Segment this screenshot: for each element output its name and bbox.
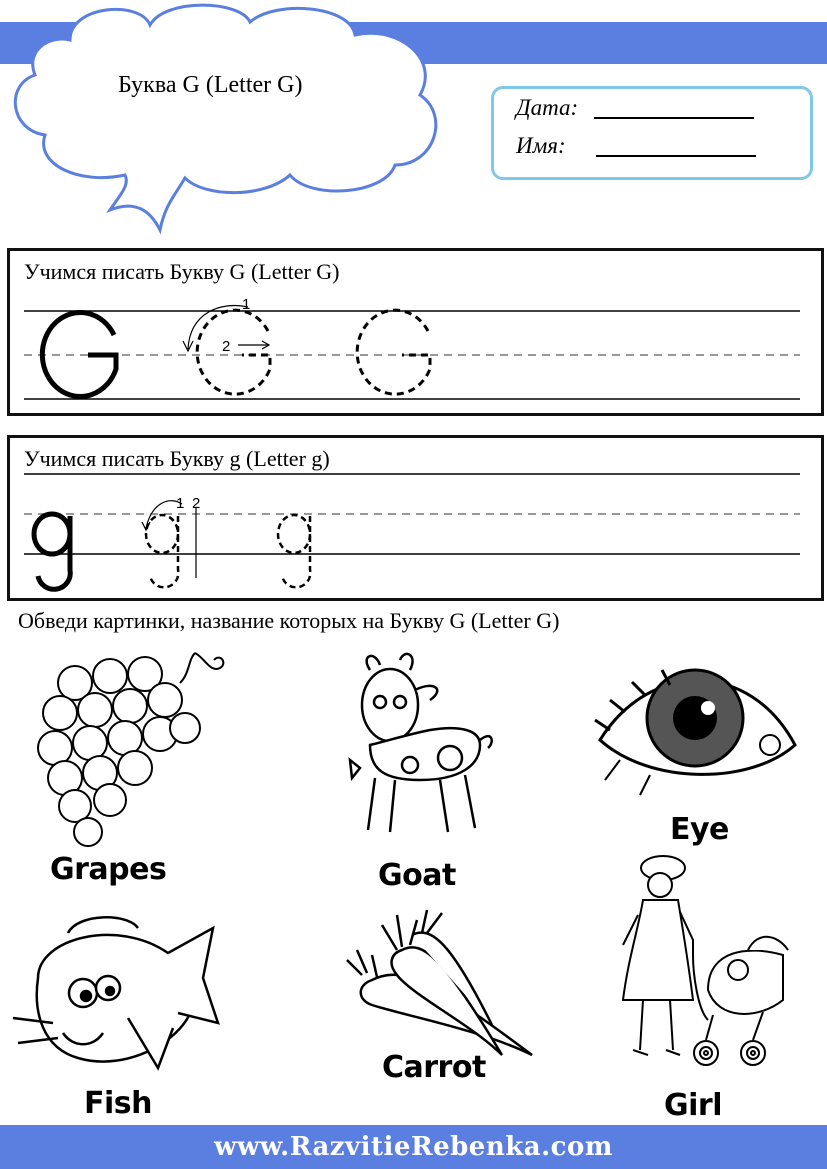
goat-picture[interactable] (330, 650, 500, 845)
practice-panel-uppercase (7, 248, 824, 416)
stroke-number-2: 2 (192, 495, 201, 512)
letter-G-trace-2 (357, 310, 430, 394)
thought-cloud (0, 0, 450, 240)
eye-label: Eye (670, 812, 729, 847)
letter-G-trace-1 (197, 310, 270, 394)
name-line[interactable] (596, 155, 756, 157)
date-row (516, 95, 578, 121)
fish-label: Fish (84, 1086, 152, 1121)
grapes-picture[interactable] (30, 648, 240, 848)
date-label: Дата: (516, 95, 579, 120)
info-box (491, 86, 813, 180)
carrot-label: Carrot (382, 1050, 486, 1085)
worksheet-title: Буква G (Letter G) (118, 72, 303, 98)
date-line[interactable] (594, 117, 754, 119)
carrot-picture[interactable] (342, 905, 542, 1070)
instruction-text: Обведи картинки, название которых на Букву G (Letter G) (18, 608, 560, 633)
grapes-label: Grapes (50, 852, 167, 887)
lowercase-panel-title: Учимся писать Букву g (Letter g) (24, 446, 334, 472)
footer-banner (0, 1125, 827, 1169)
stroke-number-1: 1 (242, 296, 251, 313)
letter-g-trace-2 (278, 515, 310, 553)
girl-label: Girl (664, 1088, 722, 1123)
name-label: Имя: (516, 133, 566, 158)
girl-picture[interactable] (598, 850, 798, 1075)
letter-g-solid (34, 514, 70, 554)
letter-g-trace-1 (146, 515, 178, 553)
eye-picture[interactable] (590, 650, 800, 800)
footer-url[interactable]: www.RazvitieRebenka.com (214, 1132, 613, 1162)
fish-picture[interactable] (8, 908, 223, 1088)
practice-panel-lowercase (7, 435, 824, 601)
uppercase-panel-title: Учимся писать Букву G (Letter G) (24, 259, 344, 285)
name-row (516, 133, 566, 159)
stroke-number-2: 2 (222, 338, 231, 355)
stroke-number-1: 1 (176, 495, 185, 512)
goat-label: Goat (378, 858, 456, 893)
